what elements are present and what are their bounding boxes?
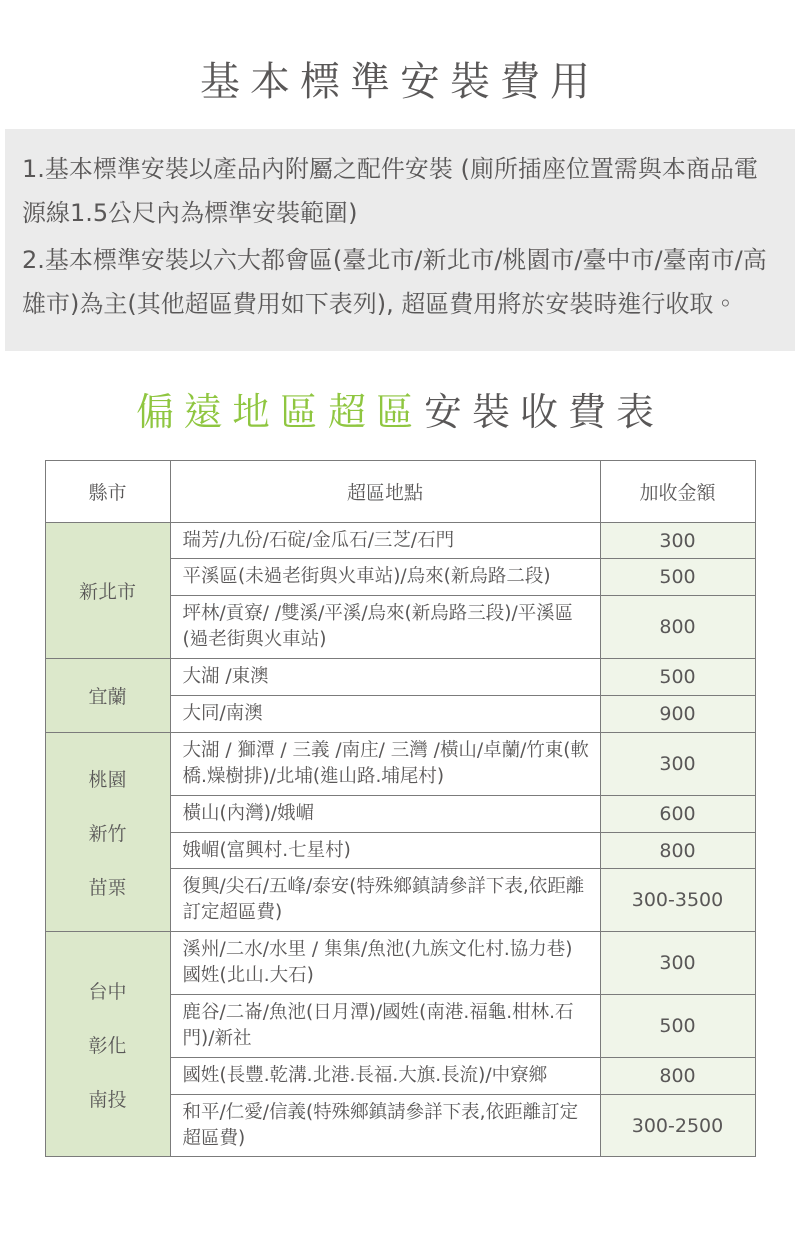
location-cell: 大同/南澳 [170,696,600,733]
fee-amount-cell: 300 [600,732,755,795]
location-cell: 鹿谷/二崙/魚池(日月潭)/國姓(南港.福龜.柑林.石門)/新社 [170,995,600,1058]
fee-amount-cell: 300-2500 [600,1094,755,1157]
fee-amount-cell: 500 [600,559,755,596]
install-note-2: 2.基本標準安裝以六大都會區(臺北市/新北市/桃園市/臺中市/臺南市/高雄市)為主(其他超區費用如下表列), 超區費用將於安裝時進行收取。 [22,245,767,319]
location-cell: 大湖 / 獅潭 / 三義 /南庄/ 三灣 /橫山/卓蘭/竹東(軟橋.燥樹排)/北埔(進山路.埔尾村) [170,732,600,795]
fee-amount-cell: 300 [600,932,755,995]
county-label: 新竹 [88,822,127,845]
county-cell [45,522,170,659]
county-label: 南投 [88,1088,127,1111]
fee-amount-cell: 300 [600,522,755,559]
location-cell: 娥嵋(富興村.七星村) [170,832,600,869]
fee-amount-cell: 600 [600,795,755,832]
fee-amount-cell: 800 [600,832,755,869]
page [0,50,800,1157]
fee-table-title-highlight: 偏遠地區超區 [135,389,424,434]
fee-table-row [45,522,755,559]
fee-table-row [45,732,755,795]
location-cell: 大湖 /東澳 [170,659,600,696]
location-cell: 復興/尖石/五峰/泰安(特殊鄉鎮請參詳下表,依距離訂定超區費) [170,869,600,932]
fee-table-row [45,659,755,696]
county-label: 宜蘭 [88,686,127,709]
location-cell: 平溪區(未過老街與火車站)/烏來(新烏路二段) [170,559,600,596]
location-cell: 溪州/二水/水里 / 集集/魚池(九族文化村.協力巷)國姓(北山.大石) [170,932,600,995]
fee-amount-cell: 900 [600,696,755,733]
install-note-1: 1.基本標準安裝以產品內附屬之配件安裝 (廁所插座位置需與本商品電源線1.5公尺內為標準安裝範圍) [22,155,758,228]
fee-amount-cell: 500 [600,659,755,696]
county-label: 新北市 [78,580,136,603]
install-notes-box [5,129,795,351]
location-cell: 坪林/貢寮/ /雙溪/平溪/烏來(新烏路三段)/平溪區(過老街與火車站) [170,596,600,659]
fee-amount-cell: 800 [600,1057,755,1094]
county-label: 苗栗 [88,876,127,899]
column-header-fee: 加收金額 [600,460,755,522]
column-header-location: 超區地點 [170,460,600,522]
county-label: 台中 [88,980,127,1003]
county-cell [45,732,170,931]
county-label: 桃園 [88,768,127,791]
county-cell [45,659,170,733]
location-cell: 瑞芳/九份/石碇/金瓜石/三芝/石門 [170,522,600,559]
fee-amount-cell: 300-3500 [600,869,755,932]
page-title: 基本標準安裝費用 [200,59,600,105]
county-label: 彰化 [88,1034,127,1057]
location-cell: 國姓(長豐.乾溝.北港.長福.大旗.長流)/中寮鄉 [170,1057,600,1094]
fee-table-title [0,381,800,436]
column-header-county: 縣市 [45,460,170,522]
county-cell [45,932,170,1157]
fee-amount-cell: 800 [600,596,755,659]
fee-amount-cell: 500 [600,995,755,1058]
fee-table-header-row [45,460,755,522]
location-cell: 橫山(內灣)/娥嵋 [170,795,600,832]
fee-table-title-rest: 安裝收費表 [424,389,665,434]
fee-table-row [45,932,755,995]
location-cell: 和平/仁愛/信義(特殊鄉鎮請參詳下表,依距離訂定超區費) [170,1094,600,1157]
remote-area-fee-table [45,460,756,1158]
